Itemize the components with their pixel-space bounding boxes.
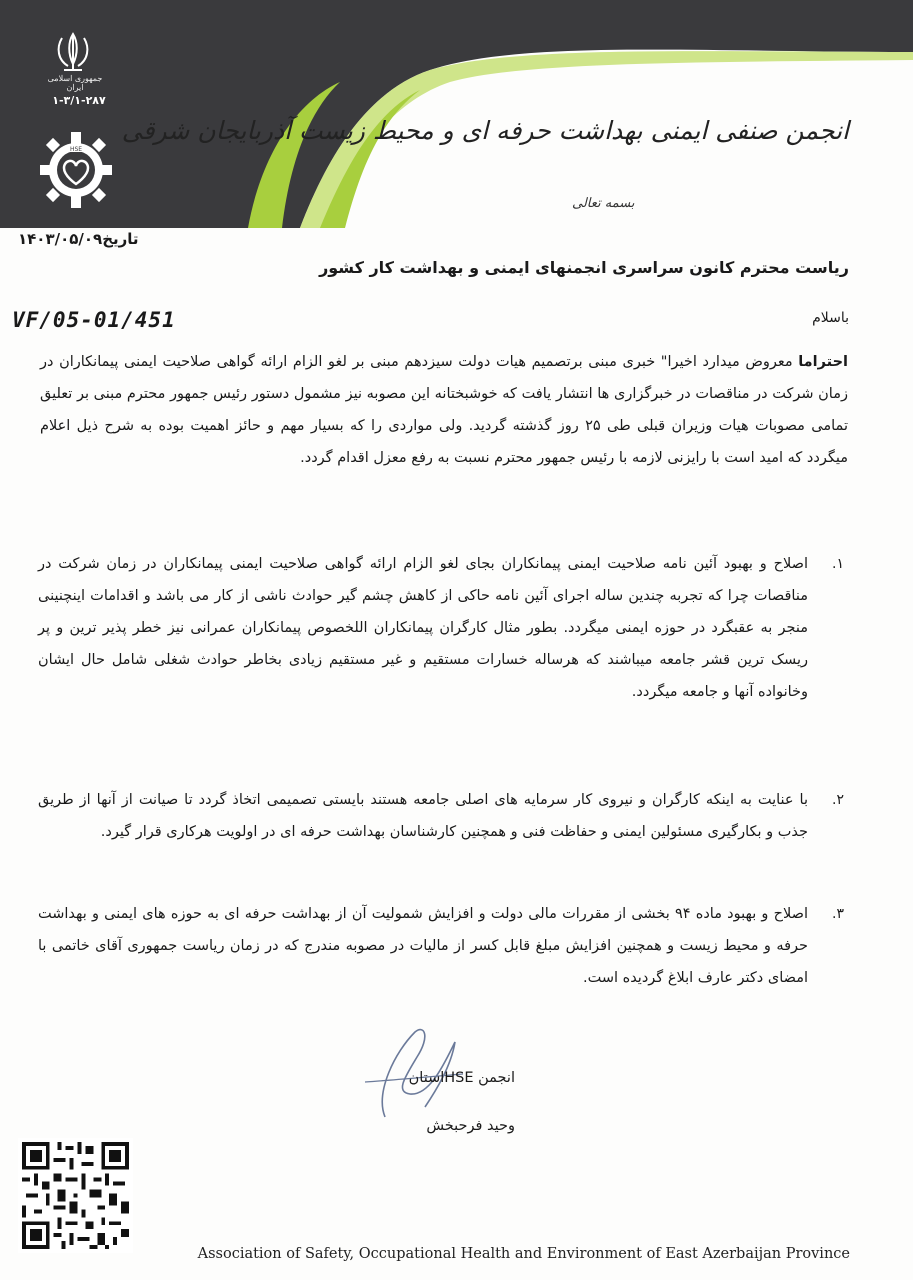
emblem-caption: جمهوری اسلامی ایران: [47, 74, 103, 92]
organization-title: انجمن صنفی ایمنی بهداشت حرفه ای و محیط زیست آذربایجان شرقی: [121, 116, 849, 145]
list-item-number: ۱.: [832, 556, 844, 572]
reference-number: VF/05-01/451: [12, 308, 176, 332]
signature-organization: انجمن HSEاستان: [408, 1070, 515, 1086]
logo-panel: [0, 0, 148, 228]
letter-intro: [40, 346, 848, 474]
iran-emblem-icon: [50, 30, 96, 74]
list-item-text: با عنایت به اینکه کارگران و نیروی کار سرمایه های اصلی جامعه هستند بایستی تصمیمی اتخاذ گردد تا صیانت از آنها از طریق جذب و بکارگیری مسئولین ایمنی و حفاظت فنی و همچنین کارشناسان بهداشت حرفه ای در اولویت هرکاری قرار گیرد.: [38, 792, 808, 840]
list-item-text: اصلاح و بهبود ماده ۹۴ بخشی از مقررات مالی دولت و افزایش شمولیت آن از بهداشت حرفه ای به حوزه های ایمنی و بهداشت حرفه و محیط زیست و همچنین افزایش مبلغ قابل کسر از مالیات در مصوبه مندرج که در زمان ریاست جمهوری آقای خاتمی با امضای دکتر عارف ابلاغ گردیده است.: [38, 906, 808, 986]
intro-lead: احتراما: [798, 354, 848, 370]
list-item: [38, 784, 844, 848]
salutation: باسلام: [812, 310, 849, 326]
list-item-number: ۲.: [832, 792, 844, 808]
hse-badge-text: HSE: [69, 146, 83, 153]
intro-text: معروض میدارد اخیرا" خبری مبنی برتصمیم هیات دولت سیزدهم مبنی بر لغو الزام ارائه گواهی صلاحیت ایمنی پیمانکاران در زمان شرکت در مناقصات در خبرگزاری ها انتشار یافت که خوشبختانه این مصوبه نیز مشمول دستور رئیس جمهور محترم مبنی بر تعلیق تمامی مصوبات هیات وزیران قبلی طی ۲۵ روز گذشته گردید. ولی مواردی را که بسیار مهم و حائز اهمیت بوده به شرح ذیل اعلام میگردد که امید است با رایزنی لازمه با رئیس جمهور محترم نسبت به رفع معزل اقدام گردد.: [40, 354, 848, 466]
hse-gear-logo-icon: [38, 130, 114, 210]
signatory-name: وحید فرحبخش: [426, 1118, 515, 1134]
letter-date: تاریخ۱۴۰۳/۰۵/۰۹: [18, 230, 139, 248]
basmala: بسمه تعالی: [572, 196, 635, 211]
letter-recipient: ریاست محترم کانون سراسری انجمنهای ایمنی و بهداشت کار کشور: [319, 258, 849, 277]
footer-organization-name: Association of Safety, Occupational Health and Environment of East Azerbaijan Province: [197, 1246, 850, 1262]
list-item-text: اصلاح و بهبود آئین نامه صلاحیت ایمنی پیمانکاران بجای لغو الزام ارائه گواهی صلاحیت ایمنی پیمانکاران در زمان شرکت در مناقصات چرا که تجربه چندین ساله اجرای آئین نامه حاکی از کاهش چشم گیر حوادث ناشی از کار می باشد و اقدامات اینچنینی منجر به عقبگرد در حوزه ایمنی میگردد. بطور مثال کارگران پیمانکاران اللخصوص پیمانکاران عمرانی نیز خطر پذیر ترین و پر ریسک ترین قشر جامعه میباشند که هرساله خسارات مستقیم و غیر مستقیم زیادی بخاطر حوادث شغلی شامل حال ایشان وخانواده آنها و جامعه میگردد.: [38, 556, 808, 700]
qr-code: [18, 1138, 133, 1253]
list-item: [38, 548, 844, 708]
list-item-number: ۳.: [832, 906, 844, 922]
list-item: [38, 898, 844, 994]
registration-number: ۱-۳/۱-۲۸۷: [52, 94, 106, 107]
